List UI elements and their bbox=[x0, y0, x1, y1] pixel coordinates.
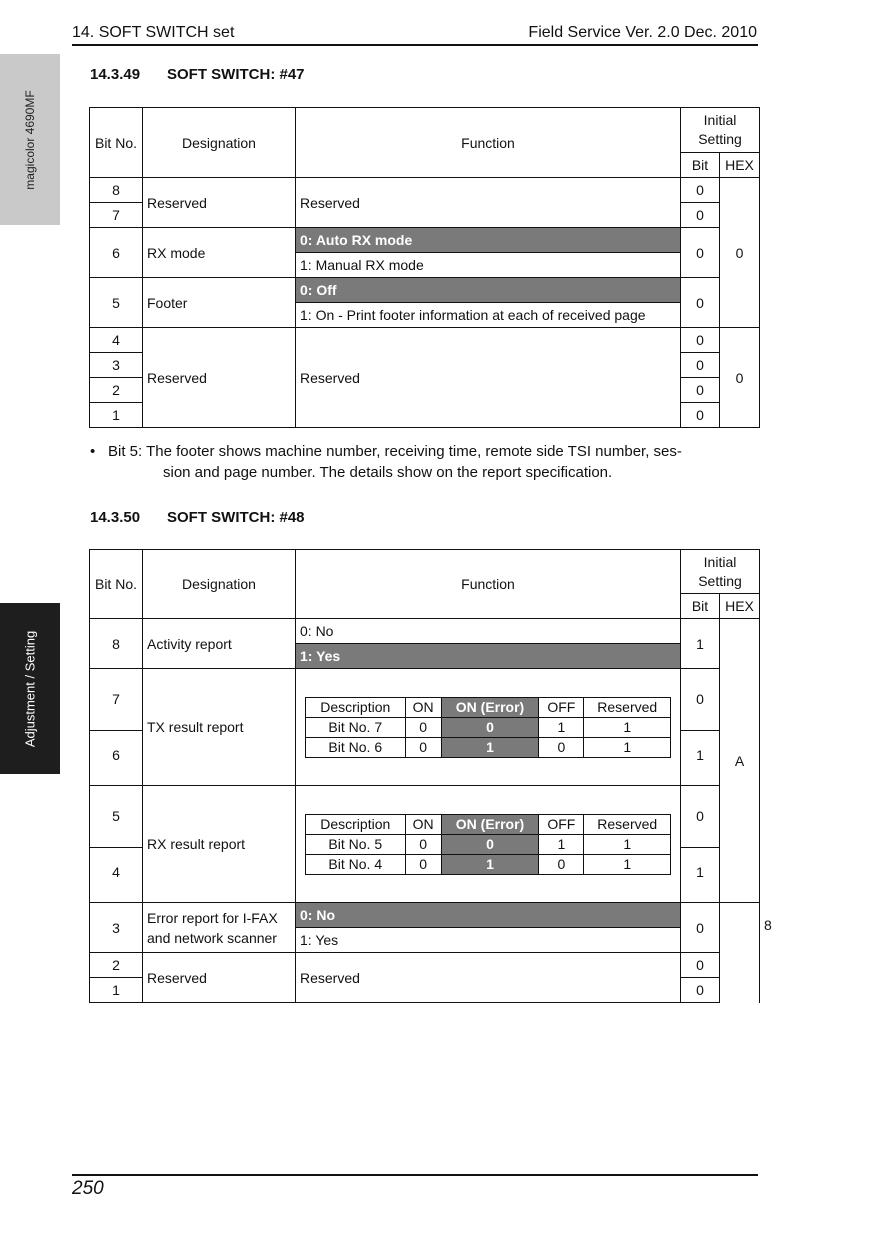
inner-header: Description bbox=[306, 697, 406, 717]
tx-result-table bbox=[305, 697, 671, 758]
inner-header: Reserved bbox=[584, 697, 671, 717]
designation-cell: RX mode bbox=[143, 228, 296, 278]
inner-cell: 0 bbox=[539, 737, 584, 757]
function-cell: Reserved bbox=[296, 178, 681, 228]
bit-no-cell: 5 bbox=[90, 786, 143, 848]
inner-cell: Bit No. 4 bbox=[306, 854, 406, 874]
inner-cell: 0 bbox=[539, 854, 584, 874]
side-tab-model-label: magicolor 4690MF bbox=[23, 89, 37, 190]
function-option: 1: Yes bbox=[296, 928, 681, 953]
function-option: 0: No bbox=[296, 619, 681, 644]
header-initial-setting: Initial Setting bbox=[681, 108, 760, 153]
function-option: 1: On - Print footer information at each of received page bbox=[296, 303, 681, 328]
function-option-default: 0: Auto RX mode bbox=[296, 228, 681, 253]
designation-cell: Reserved bbox=[143, 178, 296, 228]
bullet-glyph: • bbox=[90, 443, 96, 460]
inner-header: Description bbox=[306, 814, 406, 834]
page-number: 250 bbox=[72, 1178, 104, 1199]
header-hex: HEX bbox=[720, 594, 760, 619]
header-bit-no: Bit No. bbox=[90, 550, 143, 619]
inner-cell-default: 1 bbox=[441, 737, 539, 757]
bit-value-cell: 0 bbox=[681, 953, 720, 978]
inner-cell: 0 bbox=[405, 717, 441, 737]
header-function: Function bbox=[296, 108, 681, 178]
function-option-default: 1: Yes bbox=[296, 644, 681, 669]
bit-no-cell: 6 bbox=[90, 731, 143, 786]
bit-value-cell: 0 bbox=[681, 978, 720, 1003]
header-divider bbox=[72, 44, 758, 46]
section-title-47 bbox=[90, 66, 305, 83]
bit-no-cell: 2 bbox=[90, 953, 143, 978]
bit-value-cell: 0 bbox=[681, 669, 720, 731]
bit-value-cell: 0 bbox=[681, 403, 720, 428]
header-bit: Bit bbox=[681, 153, 720, 178]
header-designation: Designation bbox=[143, 550, 296, 619]
bit-value-cell: 0 bbox=[681, 903, 720, 953]
inner-header: ON bbox=[405, 814, 441, 834]
bit-no-cell: 8 bbox=[90, 178, 143, 203]
rx-result-table bbox=[305, 814, 671, 875]
hex-value-cell: 0 bbox=[720, 328, 760, 428]
header-bit: Bit bbox=[681, 594, 720, 619]
inner-cell: Bit No. 5 bbox=[306, 834, 406, 854]
bit-value-cell: 1 bbox=[681, 731, 720, 786]
inner-cell: 1 bbox=[584, 834, 671, 854]
soft-switch-47-table bbox=[89, 107, 760, 428]
function-cell: Reserved bbox=[296, 328, 681, 428]
inner-cell-default: 0 bbox=[441, 717, 539, 737]
designation-cell: Footer bbox=[143, 278, 296, 328]
inner-cell: 1 bbox=[584, 717, 671, 737]
soft-switch-48-table: Bit No. Designation Function Initial Setting Bit HEX 8 Activity report 0: No 1 A 1: Yes 7 TX result report Description ON ON (Error) OFF Reserved Bit No. 7 0 0 1 1 Bit No. 6 0 1 0 1 0 6 1 5 RX result report Description ON ON (Error) OFF Reserved Bit No. 5 0 0 1 1 Bit No. 4 0 1 0 1 0 4 1 8 3 Error report for I-FAX and network scanner 0: No 0 1: Yes 2 Reserved Reserved 0 1 0 bbox=[89, 549, 760, 1003]
bit-no-cell: 3 bbox=[90, 353, 143, 378]
bit-no-cell: 8 bbox=[90, 619, 143, 669]
bit-no-cell: 4 bbox=[90, 328, 143, 353]
bit-no-cell: 6 bbox=[90, 228, 143, 278]
header-hex: HEX bbox=[720, 153, 760, 178]
section-title-48 bbox=[90, 509, 305, 526]
designation-cell: Reserved bbox=[143, 953, 296, 1003]
designation-cell: Reserved bbox=[143, 328, 296, 428]
bit-no-cell: 1 bbox=[90, 403, 143, 428]
inner-header-default: ON (Error) bbox=[441, 697, 539, 717]
section-number: 14.3.49 bbox=[90, 66, 141, 83]
header-function: Function bbox=[296, 550, 681, 619]
inner-header: Reserved bbox=[584, 814, 671, 834]
header-bit-no: Bit No. bbox=[90, 108, 143, 178]
function-option-default: 0: Off bbox=[296, 278, 681, 303]
bit-no-cell: 2 bbox=[90, 378, 143, 403]
header-designation: Designation bbox=[143, 108, 296, 178]
designation-cell: Activity report bbox=[143, 619, 296, 669]
hex-value-cell: 0 bbox=[720, 178, 760, 328]
bit-value-cell: 1 bbox=[681, 619, 720, 669]
bit-value-cell: 0 bbox=[681, 178, 720, 203]
note-line-2: sion and page number. The details show on the report specification. bbox=[163, 464, 613, 481]
bit-value-cell: 0 bbox=[681, 203, 720, 228]
inner-header: OFF bbox=[539, 814, 584, 834]
designation-cell: Error report for I-FAX and network scanner bbox=[143, 903, 296, 953]
bit-value-cell: 0 bbox=[681, 378, 720, 403]
bit-value-cell: 1 bbox=[681, 848, 720, 903]
side-tab-model bbox=[0, 54, 60, 225]
footer-divider bbox=[72, 1174, 758, 1176]
bit-value-cell: 0 bbox=[681, 328, 720, 353]
section-number: 14.3.50 bbox=[90, 509, 141, 526]
designation-cell: TX result report bbox=[143, 669, 296, 786]
bit-no-cell: 4 bbox=[90, 848, 143, 903]
inner-cell: 0 bbox=[405, 854, 441, 874]
designation-cell: RX result report bbox=[143, 786, 296, 903]
inner-cell: Bit No. 6 bbox=[306, 737, 406, 757]
section-heading: SOFT SWITCH: #47 bbox=[167, 66, 305, 83]
inner-cell: 1 bbox=[584, 854, 671, 874]
bit-value-cell: 0 bbox=[681, 353, 720, 378]
bit-no-cell: 3 bbox=[90, 903, 143, 953]
note-line-1: Bit 5: The footer shows machine number, receiving time, remote side TSI number, ses- bbox=[108, 443, 682, 460]
section-heading: SOFT SWITCH: #48 bbox=[167, 509, 305, 526]
side-tab-chapter bbox=[0, 603, 60, 774]
bit-value-cell: 0 bbox=[681, 786, 720, 848]
side-tab-chapter-label: Adjustment / Setting bbox=[22, 630, 38, 747]
function-cell: Reserved bbox=[296, 953, 681, 1003]
inner-cell: 0 bbox=[405, 834, 441, 854]
inner-header: ON bbox=[405, 697, 441, 717]
header-initial-setting: Initial Setting bbox=[681, 550, 760, 594]
bit-value-cell: 0 bbox=[681, 278, 720, 328]
header-section-title: 14. SOFT SWITCH set bbox=[72, 24, 235, 41]
bit-value-cell: 0 bbox=[681, 228, 720, 278]
inner-cell-default: 0 bbox=[441, 834, 539, 854]
function-option-default: 0: No bbox=[296, 903, 681, 928]
inner-cell: 1 bbox=[584, 737, 671, 757]
bit-no-cell: 7 bbox=[90, 203, 143, 228]
inner-cell-default: 1 bbox=[441, 854, 539, 874]
header-version: Field Service Ver. 2.0 Dec. 2010 bbox=[528, 24, 757, 41]
inner-cell: 1 bbox=[539, 717, 584, 737]
hex-value-cell: A bbox=[720, 619, 760, 903]
bit-no-cell: 7 bbox=[90, 669, 143, 731]
inner-cell: 0 bbox=[405, 737, 441, 757]
inner-header: OFF bbox=[539, 697, 584, 717]
inner-cell: 1 bbox=[539, 834, 584, 854]
bit-no-cell: 5 bbox=[90, 278, 143, 328]
function-option: 1: Manual RX mode bbox=[296, 253, 681, 278]
inner-cell: Bit No. 7 bbox=[306, 717, 406, 737]
tx-result-function-cell bbox=[296, 669, 681, 786]
bit-no-cell: 1 bbox=[90, 978, 143, 1003]
inner-header-default: ON (Error) bbox=[441, 814, 539, 834]
rx-result-function-cell bbox=[296, 786, 681, 903]
